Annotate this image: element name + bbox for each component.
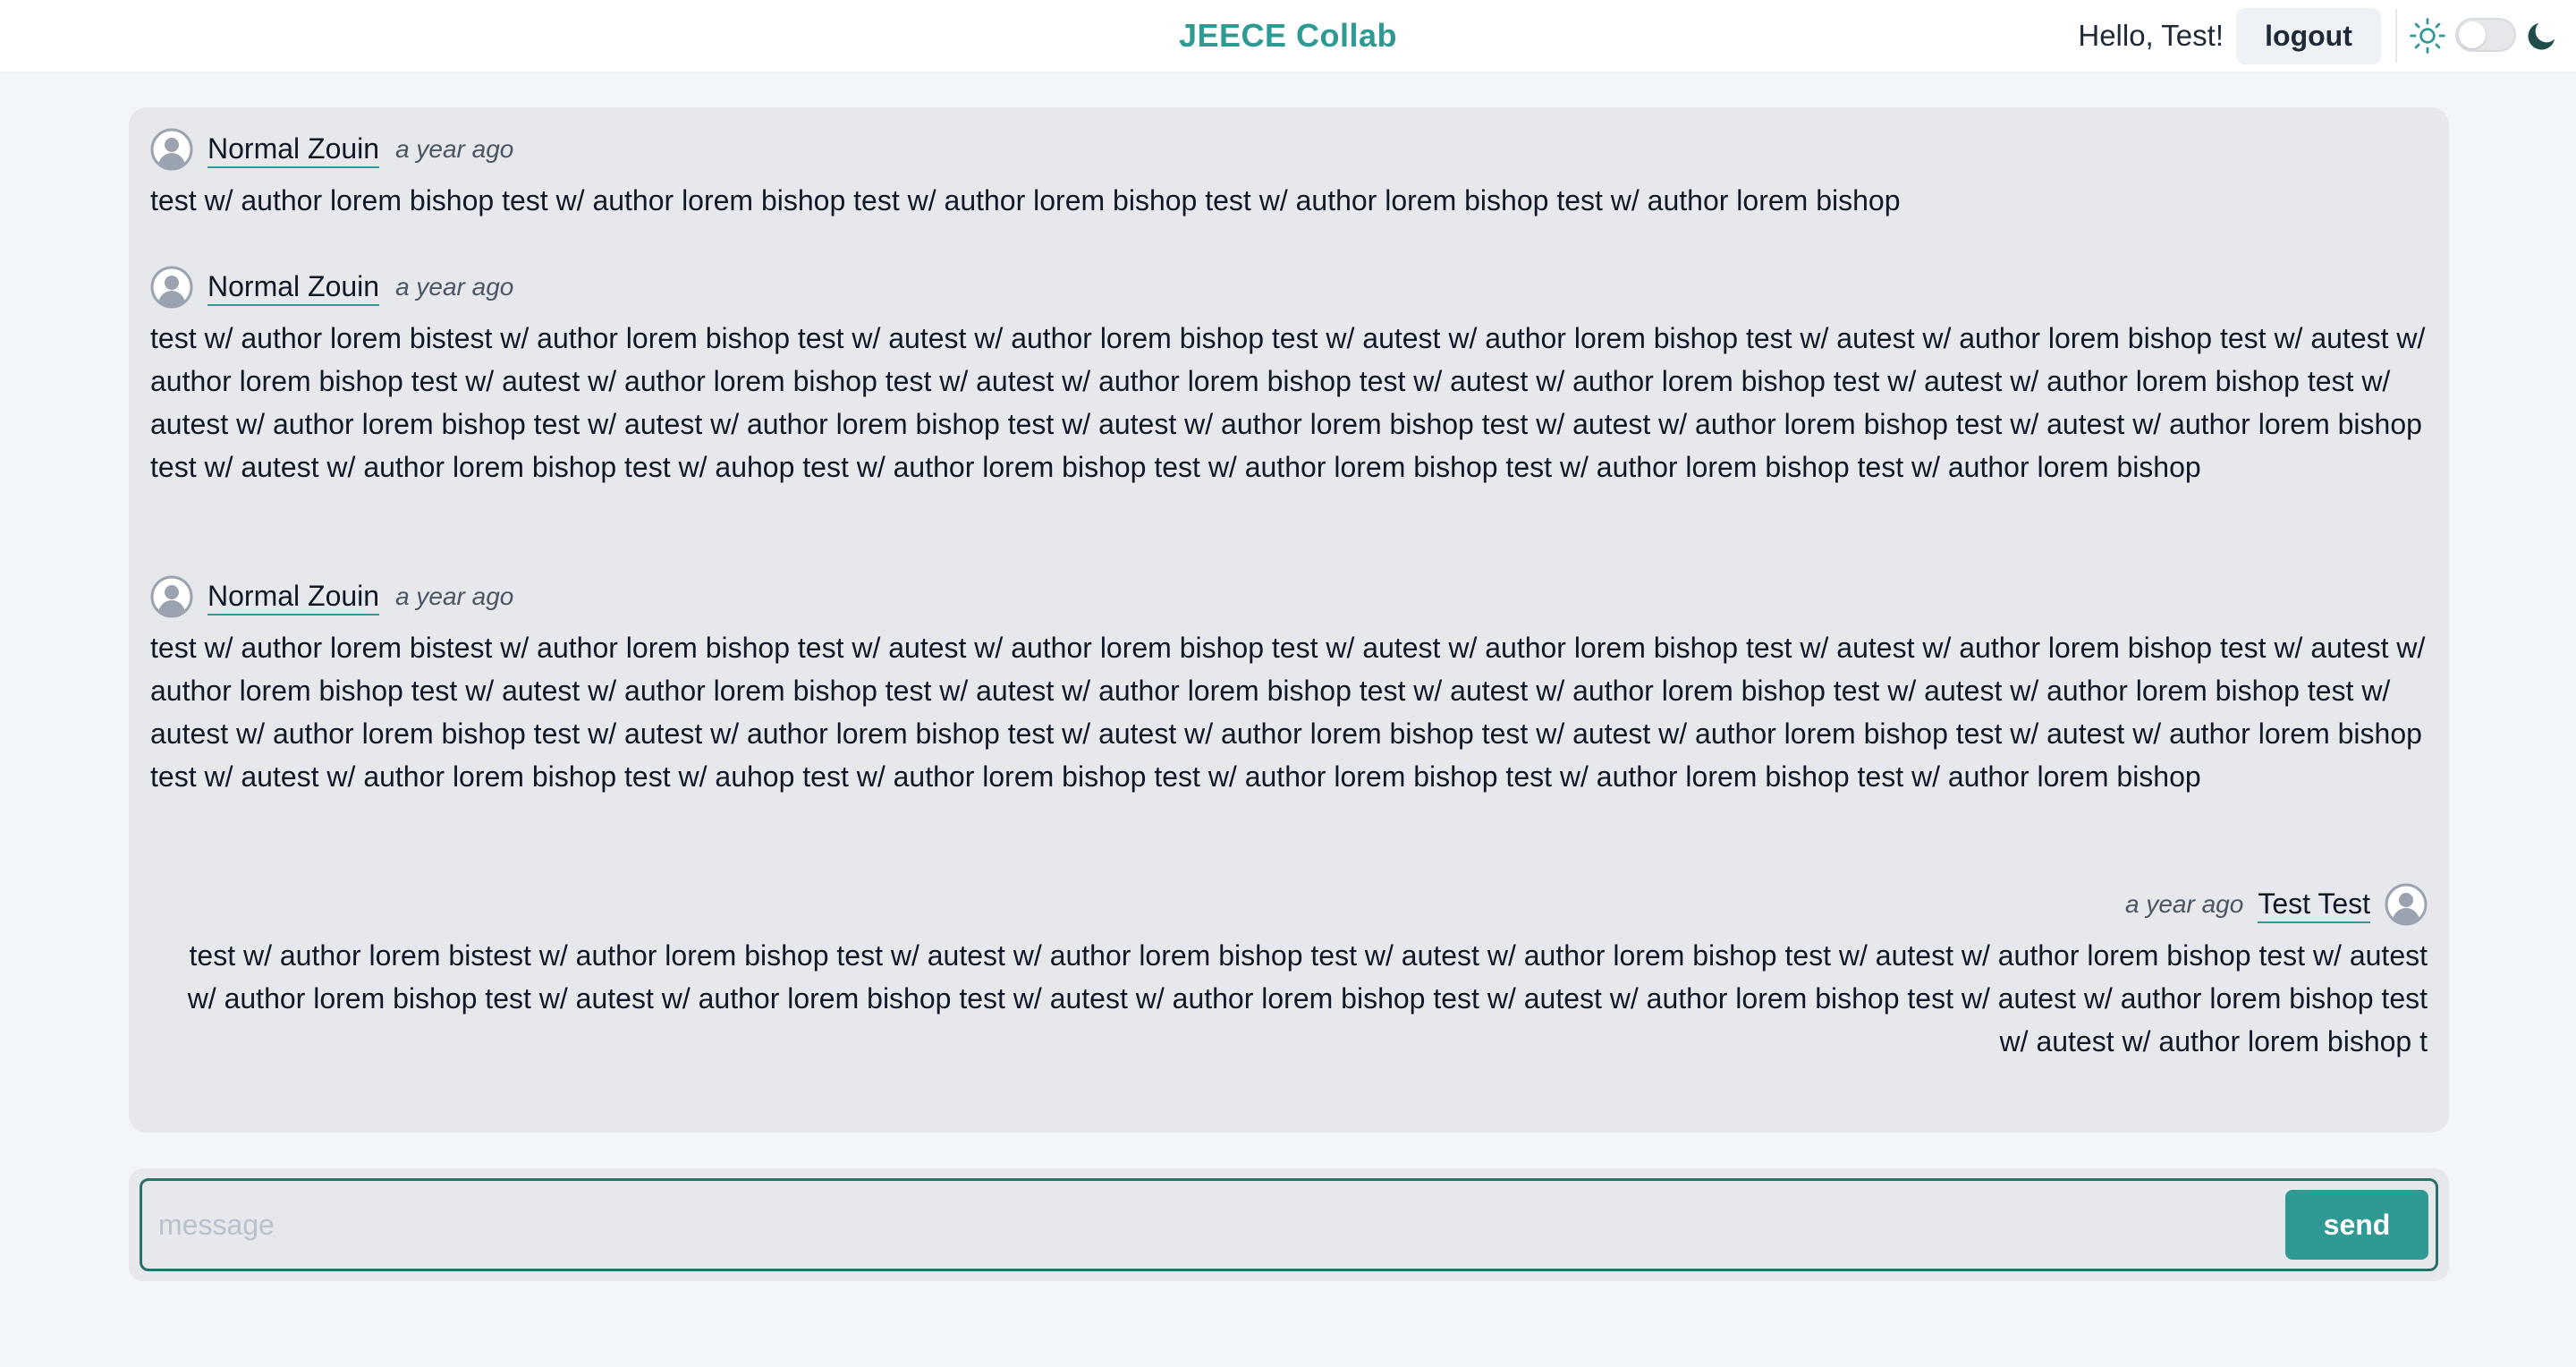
top-navbar xyxy=(0,0,2576,72)
message-author[interactable]: Normal Zouin xyxy=(208,578,379,616)
theme-toggle[interactable] xyxy=(2455,18,2516,52)
message-header xyxy=(150,265,2428,310)
theme-toggle-knob xyxy=(2459,21,2486,48)
message-author[interactable]: Normal Zouin xyxy=(208,268,379,306)
chat-message xyxy=(150,574,2428,798)
avatar-icon xyxy=(150,575,193,618)
avatar-icon xyxy=(2385,883,2428,926)
message-text: test w/ author lorem bishop test w/ author lorem bishop test w/ author lorem bishop test w/ author lorem bishop test w/ author lorem bishop xyxy=(150,184,1901,217)
message-timestamp: a year ago xyxy=(2124,890,2244,918)
avatar-icon xyxy=(150,128,193,171)
message-header xyxy=(150,882,2428,927)
message-timestamp: a year ago xyxy=(395,273,514,301)
message-timestamp: a year ago xyxy=(395,582,514,610)
send-button[interactable]: send xyxy=(2285,1190,2428,1260)
chat-message xyxy=(150,127,2428,222)
chat-message xyxy=(150,882,2428,1063)
message-header xyxy=(150,127,2428,172)
message-text: test w/ author lorem bistest w/ author lorem bishop test w/ autest w/ author lorem bishop test w/ autest w/ author lorem bishop test w/ autest w/ author lorem bishop test w/ autest w/ author lorem bishop test w/ autest w/ author lorem bishop test w/ autest w/ author lorem bishop test w/ autest w/ author lorem bishop test w/ autest w/ author lorem bishop test w/ autest w/ author lorem bishop t xyxy=(187,939,2428,1057)
moon-icon xyxy=(2524,18,2560,54)
message-input[interactable] xyxy=(158,1193,2216,1256)
logout-button[interactable]: logout xyxy=(2236,8,2381,64)
app-title[interactable]: JEECE Collab xyxy=(1178,17,1398,54)
sun-icon xyxy=(2409,17,2446,55)
chat-message xyxy=(150,265,2428,488)
message-text: test w/ author lorem bistest w/ author lorem bishop test w/ autest w/ author lorem bishop test w/ autest w/ author lorem bishop test w/ autest w/ author lorem bishop test w/ autest w/ author lorem bishop test w/ autest w/ author lorem bishop test w/ autest w/ author lorem bishop test w/ autest w/ author lorem bishop test w/ autest w/ author lorem bishop test w/ autest w/ author lorem bishop test w/ autest w/ author lorem bishop test w/ autest w/ author lorem bishop test w/ autest w/ author lorem bishop test w/ autest w/ author lorem bishop test w/ autest w/ author lorem bishop test w/ auhop test w/ author lorem bishop test w/ author lorem bishop test w/ author lorem bishop test w/ author lorem bishop xyxy=(150,322,2426,483)
message-text: test w/ author lorem bistest w/ author lorem bishop test w/ autest w/ author lorem bishop test w/ autest w/ author lorem bishop test w/ autest w/ author lorem bishop test w/ autest w/ author lorem bishop test w/ autest w/ author lorem bishop test w/ autest w/ author lorem bishop test w/ autest w/ author lorem bishop test w/ autest w/ author lorem bishop test w/ autest w/ author lorem bishop test w/ autest w/ author lorem bishop test w/ autest w/ author lorem bishop test w/ autest w/ author lorem bishop test w/ autest w/ author lorem bishop test w/ autest w/ author lorem bishop test w/ auhop test w/ author lorem bishop test w/ author lorem bishop test w/ author lorem bishop test w/ author lorem bishop xyxy=(150,632,2426,793)
message-header xyxy=(150,574,2428,619)
composer-field-wrapper xyxy=(140,1178,2438,1271)
avatar-icon xyxy=(150,266,193,309)
message-timestamp: a year ago xyxy=(395,135,514,163)
message-composer xyxy=(129,1168,2449,1281)
message-author[interactable]: Normal Zouin xyxy=(208,131,379,168)
message-list[interactable] xyxy=(129,107,2449,1133)
message-author[interactable]: Test Test xyxy=(2258,886,2370,923)
header-divider xyxy=(2395,9,2397,63)
user-greeting: Hello, Test! xyxy=(2078,19,2224,52)
